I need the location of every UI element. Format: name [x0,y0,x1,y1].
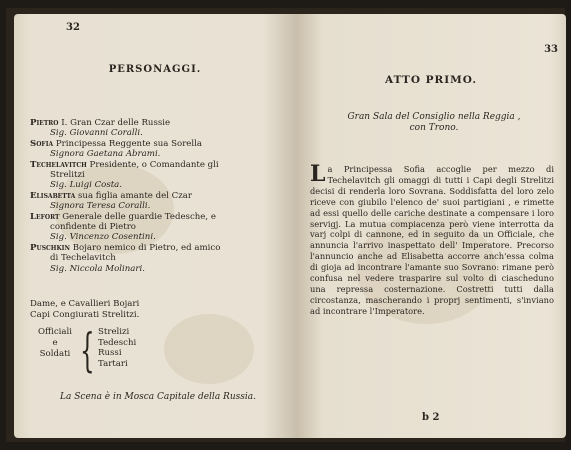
character-name: Pietro [30,118,59,128]
character-name: Elisabetta [30,190,76,201]
character-role-cont: di Techelavitch [50,253,116,264]
extras-line: Capi Congiurati Strelitzi. [30,309,140,320]
group-item: Strelizi [98,327,130,337]
page-number-right: 33 [544,44,558,55]
group-item: Russi [98,348,122,359]
cast-entry [30,212,288,243]
cast-entry [30,139,288,160]
character-role: Bojaro nemico di Pietro, ed amico [72,242,221,253]
summary-text: a Principessa Sofia accoglie per mezzo di Techelavitch gli omaggi di tutti i Capi degli Strelitzi decisi di renderla loro Sovrana. Soddisfatta del loro zelo riceve con giubilo l'elenco de' suoi partigiani , e rimette ad essi quello delle cariche destinate a compensare i loro servigj. La mutua compiacenza però viene interrotta da varj colpi di cannone, ed in seguito da un Officiale, che annuncia l'arrivo inaspettato dell' Imperatore. Precorso l'annuncio anche ad Elisabetta accorre anch'essa colma di gioja ad incontrare l'amante suo Sovrano: rimane però confusa nel vedere trasparire sul volto di ciascheduno una repressa costernazione. Costretti tutti dalla circostanza, mascherando i proprj sentimenti, s'inviano ad incontrare l'Imperatore. [310,164,554,316]
character-role: Principessa Reggente sua Sorella [55,138,203,149]
group-label-line: Officiali [37,327,73,337]
brace-icon: { [80,323,95,377]
group-label-line: e [52,338,58,348]
group-label-line: Soldati [39,349,71,359]
scene-heading-line: con Trono. [409,123,459,133]
actor-name: Sig. Luigi Costa. [50,180,123,191]
character-name: Sofia [30,138,54,149]
cast-entry [30,118,288,139]
character-role: sua figlia amante del Czar [78,190,192,201]
cast-entry [30,243,288,274]
scene-heading [316,112,552,134]
act-title: ATTO PRIMO. [385,74,477,86]
extras-list [30,299,139,320]
character-role: Presidente, o Comandante gli [89,159,219,170]
cast-title: PERSONAGGI. [108,64,202,75]
character-role-cont: confidente di Pietro [50,222,136,233]
right-page [296,14,566,438]
left-page [14,14,296,438]
paper-stain [164,314,254,384]
actor-name: Sig. Giovanni Coralli. [50,128,143,139]
character-role: I. Gran Czar delle Russie [61,118,171,128]
cast-list [30,118,288,274]
extras-line: Dame, e Cavallieri Bojari [30,299,140,309]
character-name: Lefort [30,211,60,222]
group-item: Tedeschi [98,337,137,348]
group-item: Tartari [98,358,128,369]
character-name: Techelavitch [30,159,87,170]
open-book [6,8,565,442]
cast-entry [30,160,288,191]
character-name: Puschkin [30,242,70,253]
scene-heading-line: Gran Sala del Consiglio nella Reggia , [347,112,521,122]
drop-cap: L [310,161,326,187]
group-list [98,327,136,369]
actor-name: Signora Teresa Coralli. [50,201,151,212]
character-role: Generale delle guardie Tedesche, e [62,211,216,222]
signature-mark: b 2 [422,412,440,423]
page-number-left: 32 [66,22,80,33]
character-role-cont: Strelitzi [50,170,85,181]
actor-name: Sig. Vincenzo Cosentini. [50,232,156,243]
group-label [34,327,76,360]
act-summary [310,161,554,317]
actor-name: Sig. Niccola Molinari. [50,263,145,274]
cast-entry [30,191,288,212]
scene-location: La Scena è in Mosca Capitale della Russia. [60,392,256,402]
actor-name: Signora Gaetana Abrami. [50,149,161,160]
